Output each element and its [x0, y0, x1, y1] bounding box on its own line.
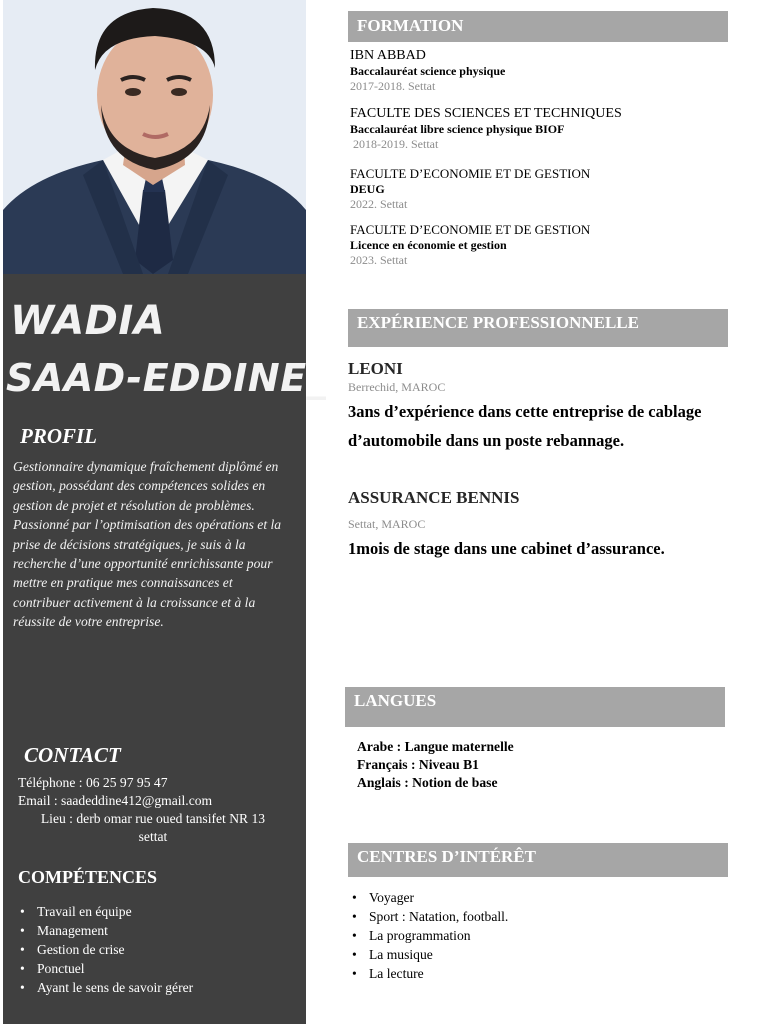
profil-text	[13, 457, 285, 632]
profil-paragraph: Gestionnaire dynamique fraîchement diplômé en gestion, possédant des compétences solides en gestion de projet et résolution de problèmes.	[13, 459, 279, 513]
competences-list	[18, 902, 193, 997]
list-item: • Voyager	[350, 888, 508, 907]
name-last: SAAD-EDDINE_	[6, 356, 327, 400]
name-first: WADIA	[10, 298, 166, 344]
list-item: Anglais : Notion de base	[357, 775, 498, 790]
list-item: Arabe : Langue maternelle	[357, 739, 514, 754]
degree-date: 2022. Settat	[350, 197, 408, 211]
list-item: • La programmation	[350, 926, 508, 945]
formation-entry	[350, 222, 730, 267]
list-item: • La lecture	[350, 964, 508, 983]
list-item: • Sport : Natation, football.	[350, 907, 508, 926]
school-name: IBN ABBAD	[350, 48, 426, 63]
contact-email: Email : saadeddine412@gmail.com	[18, 793, 213, 808]
list-item: • Gestion de crise	[18, 940, 193, 959]
degree-name: Licence en économie et gestion	[350, 238, 507, 252]
contact-block	[18, 774, 288, 846]
formation-entry	[350, 106, 730, 151]
langues-list	[357, 738, 514, 792]
list-item: • La musique	[350, 945, 508, 964]
langues-heading: LANGUES	[345, 687, 725, 727]
experience-heading: EXPÉRIENCE PROFESSIONNELLE	[348, 309, 728, 347]
formation-heading: FORMATION	[348, 11, 728, 42]
list-item: • Management	[18, 921, 193, 940]
degree-name: DEUG	[350, 182, 385, 196]
degree-date: 2023. Settat	[350, 253, 408, 267]
degree-date: 2018-2019. Settat	[350, 137, 439, 151]
formation-entry	[350, 166, 730, 211]
degree-name: Baccalauréat science physique	[350, 64, 506, 78]
school-name: FACULTE D’ECONOMIE ET DE GESTION	[350, 222, 591, 237]
company-name: ASSURANCE BENNIS	[348, 488, 520, 507]
school-name: FACULTE DES SCIENCES ET TECHNIQUES	[350, 106, 622, 121]
experience-description-line: d’automobile dans un poste rebannage.	[348, 431, 625, 450]
formation-entry	[350, 48, 730, 93]
contact-address: Lieu : derb omar rue oued tansifet NR 13	[40, 811, 266, 826]
experience-description-line: 1mois de stage dans une cabinet d’assurance.	[348, 539, 665, 558]
centres-list	[350, 888, 508, 983]
experience-description	[348, 397, 748, 455]
experience-description	[348, 534, 748, 563]
degree-name: Baccalauréat libre science physique BIOF	[350, 122, 565, 136]
degree-date: 2017-2018. Settat	[350, 79, 436, 93]
list-item: • Travail en équipe	[18, 902, 193, 921]
contact-address-city: settat	[138, 829, 168, 844]
company-location: Settat, MAROC	[348, 517, 426, 531]
list-item: • Ayant le sens de savoir gérer	[18, 978, 193, 997]
experience-description-line: 3ans d’expérience dans cette entreprise de cablage	[348, 402, 702, 421]
list-item: Français : Niveau B1	[357, 757, 479, 772]
competences-heading: COMPÉTENCES	[18, 867, 158, 887]
school-name: FACULTE D’ECONOMIE ET DE GESTION	[350, 166, 591, 181]
profil-heading: PROFIL	[20, 424, 98, 448]
profile-photo	[3, 0, 306, 274]
company-name: LEONI	[348, 359, 403, 378]
company-location: Berrechid, MAROC	[348, 380, 446, 394]
profil-paragraph: Passionné par l’optimisation des opérations et la prise de décisions stratégiques, je suis à la recherche d’une opportunité enrichissante pour mettre en pratique mes connaissances et contribuer activement à la croissance et à la réussite de votre entreprise.	[13, 517, 282, 630]
centres-heading: CENTRES D’INTÉRÊT	[348, 843, 728, 877]
list-item: • Ponctuel	[18, 959, 193, 978]
contact-phone: Téléphone : 06 25 97 95 47	[18, 775, 168, 790]
contact-heading: CONTACT	[24, 743, 121, 767]
